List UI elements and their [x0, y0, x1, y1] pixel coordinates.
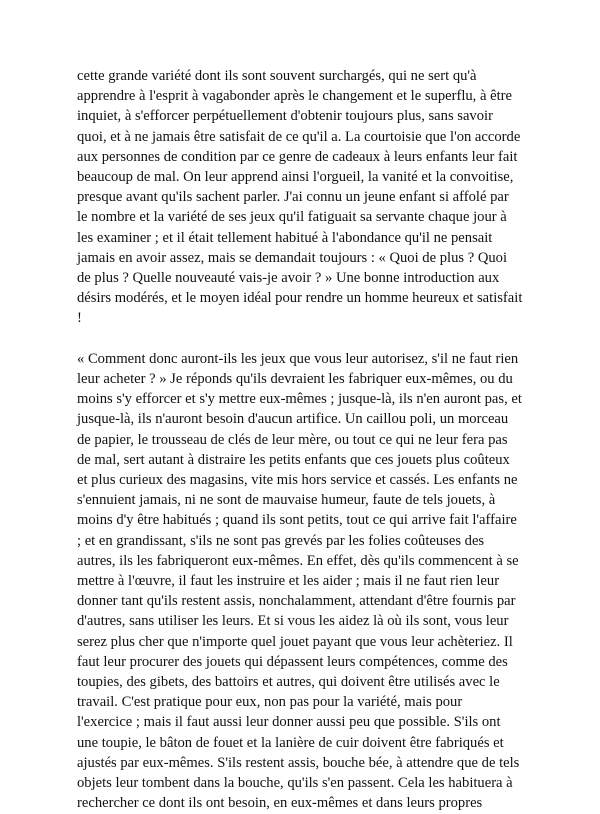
text-line: moins s'y efforcer et s'y mettre eux-mêmes ; jusque-là, ils n'en auront pas, et [77, 391, 522, 408]
text-line: rechercher ce dont ils ont besoin, en eux-mêmes et dans leurs propres [77, 795, 483, 812]
text-line: les examiner ; et il était tellement habitué à l'abondance qu'il ne pensait [77, 229, 493, 246]
text-line: de plus ? Quelle nouveauté vais-je avoir ? » Une bonne introduction aux [77, 270, 500, 287]
text-line: presque avant qu'ils sachent parler. J'ai connu un jeune enfant si affolé par [77, 189, 509, 206]
text-line: serez plus cher que n'importe quel jouet payant que vous leur achèteriez. Il [77, 633, 513, 650]
text-line: inquiet, à s'efforcer perpétuellement d'obtenir toujours plus, sans savoir [77, 108, 493, 125]
paragraph-1 [77, 66, 547, 329]
text-line: ; et en grandissant, s'ils ne sont pas grevés par les folies coûteuses des [77, 532, 485, 549]
text-line: désirs modérés, et le moyen idéal pour rendre un homme heureux et satisfait [77, 290, 523, 307]
text-line: d'autres, sans utiliser les leurs. Et si vous les aidez là où ils sont, vous leur [77, 613, 509, 630]
text-line: jusque-là, ils n'auront besoin d'aucun artifice. Un caillou poli, un morceau [77, 411, 509, 428]
text-line: de papier, le trousseau de clés de leur mère, ou tout ce qui ne leur fera pas [77, 431, 508, 448]
text-line: ! [77, 310, 82, 327]
text-line: faut leur procurer des jouets qui dépassent leurs compétences, comme des [77, 653, 508, 670]
text-line: l'exercice ; mais il faut aussi leur donner aussi peu que possible. S'ils ont [77, 714, 501, 731]
text-line: « Comment donc auront-ils les jeux que vous leur autorisez, s'il ne faut rien [77, 350, 519, 367]
text-line: le nombre et la variété de ses jeux qu'il fatiguait sa servante chaque jour à [77, 209, 507, 226]
text-line: apprendre à l'esprit à vagabonder après le changement et le superflu, à être [77, 88, 512, 105]
text-line: toupies, des gibets, des battoirs et autres, qui doivent être utilisés avec le [77, 674, 500, 691]
text-line: quoi, et à ne jamais être satisfait de ce qu'il a. La courtoisie que l'on accorde [77, 128, 521, 145]
text-line: objets leur tombent dans la bouche, qu'ils s'en passent. Cela les habituera à [77, 775, 513, 792]
text-line: autres, ils les fabriqueront eux-mêmes. En effet, dès qu'ils commencent à se [77, 552, 519, 569]
text-line: travail. C'est pratique pour eux, non pas pour la variété, mais pour [77, 694, 463, 711]
text-line: cette grande variété dont ils sont souvent surchargés, qui ne sert qu'à [77, 68, 477, 84]
text-line: une toupie, le bâton de fouet et la lanière de cuir doivent être fabriqués et [77, 734, 504, 751]
text-line: beaucoup de mal. On leur apprend ainsi l'orgueil, la vanité et la convoitise, [77, 169, 514, 186]
text-line: de mal, sert autant à distraire les petits enfants que ces jouets plus coûteux [77, 451, 510, 468]
text-line: mettre à l'œuvre, il faut les instruire et les aider ; mais il ne faut rien leur [77, 573, 500, 590]
text-line: ajustés par eux-mêmes. S'ils restent assis, bouche bée, à attendre que de tels [77, 754, 520, 771]
text-line: s'ennuient jamais, ni ne sont de mauvaise humeur, faute de tels jouets, à [77, 492, 496, 509]
document-text [77, 66, 547, 814]
text-line: aux personnes de condition par ce genre de cadeaux à leurs enfants leur fait [77, 148, 518, 165]
paragraph-2 [77, 349, 547, 814]
text-line: donner tant qu'ils restent assis, nonchalamment, attendant d'être fournis par [77, 593, 516, 610]
text-line: leur acheter ? » Je réponds qu'ils devraient les fabriquer eux-mêmes, ou du [77, 371, 513, 388]
text-line: et plus curieux des magasins, vite mis hors service et cassés. Les enfants ne [77, 472, 518, 489]
text-line: jamais en avoir assez, mais se demandait toujours : « Quoi de plus ? Quoi [77, 249, 508, 266]
text-line: moins d'y être habitués ; quand ils sont petits, tout ce qui arrive fait l'affaire [77, 512, 517, 529]
